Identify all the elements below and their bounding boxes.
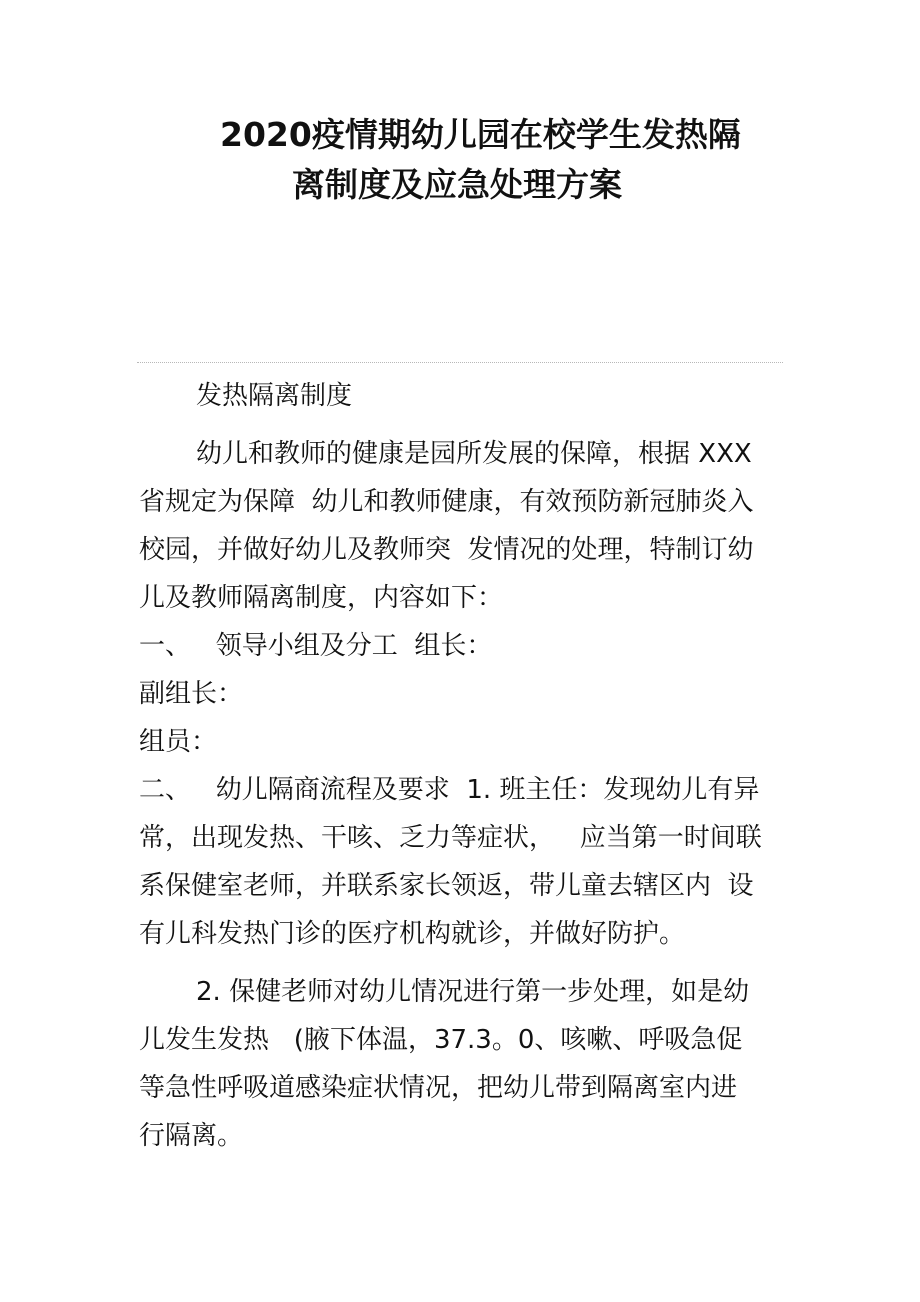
body-line-7: 组员：: [139, 727, 218, 757]
body-line-15: 行隔离。: [139, 1121, 244, 1151]
body-line-14: 等急性呼吸道感染症状情况，把幼儿带到隔离室内进: [139, 1073, 738, 1103]
body-line-2: 省规定为保障 幼儿和教师健康，有效预防新冠肺炎入: [139, 487, 754, 517]
body-line-10: 系保健室老师，并联系家长领返，带儿童去辖区内 设: [139, 871, 754, 901]
body-line-8: 二、 幼儿隔商流程及要求 1. 班主任：发现幼儿有异: [139, 775, 760, 805]
body-line-1: 幼儿和教师的健康是园所发展的保障，根据 XXX: [196, 439, 752, 469]
body-line-13: 儿发生发热 (腋下体温，37.3。0、咳嗽、呼吸急促: [139, 1025, 743, 1055]
body-line-5: 一、 领导小组及分工 组长：: [139, 631, 493, 661]
body-line-3: 校园，并做好幼儿及教师突 发情况的处理，特制订幼: [139, 535, 754, 565]
body-line-4: 儿及教师隔离制度，内容如下：: [139, 583, 504, 613]
body-line-12: 2. 保健老师对幼儿情况进行第一步处理，如是幼: [196, 977, 750, 1007]
section-divider: [137, 362, 783, 363]
body-line-6: 副组长：: [139, 679, 244, 709]
section-heading: 发热隔离制度: [196, 381, 353, 411]
body-line-9: 常，出现发热、干咳、乏力等症状， 应当第一时间联: [139, 823, 762, 853]
body-line-11: 有儿科发热门诊的医疗机构就诊，并做好防护。: [139, 919, 686, 949]
document-title-line-2: 离制度及应急处理方案: [292, 165, 622, 204]
document-title-line-1: 2020疫情期幼儿园在校学生发热隔: [220, 115, 741, 154]
